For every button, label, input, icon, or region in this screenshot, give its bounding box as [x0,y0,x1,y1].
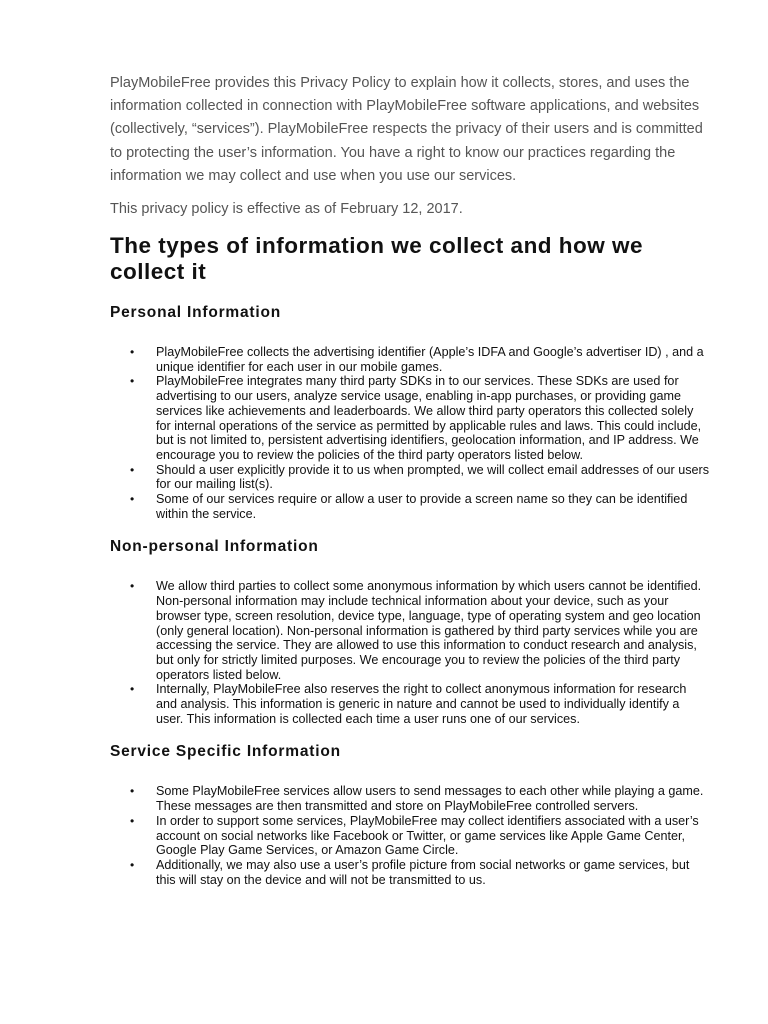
section-heading: Non-personal Information [110,538,319,556]
intro-paragraph: PlayMobileFree provides this Privacy Policy to explain how it collects, stores, and uses the information collected in connection with PlayMobileFree software applications, and websites (collectively, “services”). PlayMobileFree respects the privacy of their users and is committed to protecting the user’s information. You have a right to know our practices regarding the information we may collect and use when you use our services. [110,75,703,184]
list-item: • PlayMobileFree collects the advertising identifier (Apple’s IDFA and Google’s advertiser ID) , and a unique identifier for each user in our mobile games. [110,345,710,374]
document-page [110,72,710,903]
list-item: • PlayMobileFree integrates many third party SDKs in to our services. These SDKs are used for advertising to our users, analyze service usage, enabling in-app purchases, or providing game services like achievements and leaderboards. We allow third party operators this collected solely for internal operations of the service as permitted by applicable rules and laws. This could include, but is not limited to, persistent advertising identifiers, geolocation information, and IP address. We encourage you to review the policies of the third party operators listed below. [110,374,710,462]
section-personal-information [110,303,710,521]
list-item: • Some PlayMobileFree services allow users to send messages to each other while playing a game. These messages are then transmitted and store on PlayMobileFree controlled servers. [110,784,710,813]
list-item: • Some of our services require or allow a user to provide a screen name so they can be identified within the service. [110,492,710,521]
bullet-list [110,784,710,887]
section-heading: Service Specific Information [110,743,341,761]
list-item: • In order to support some services, PlayMobileFree may collect identifiers associated with a user’s account on social networks like Facebook or Twitter, or game services like Apple Game Center, Google Play Game Services, or Amazon Game Circle. [110,814,710,858]
section-heading: Personal Information [110,304,282,322]
list-item: • We allow third parties to collect some anonymous information by which users cannot be identified. Non-personal information may include technical information about your device, such as your browser type, screen resolution, device type, language, type of operating system and geo location (only general location). Non-personal information is gathered by third party services while you are accessing the service. They are allowed to use this information to conduct research and analysis, but only for strictly limited purposes. We encourage you to review the policies of the third party operators listed below. [110,579,710,682]
section-non-personal-information [110,537,710,726]
effective-date-paragraph: This privacy policy is effective as of February 12, 2017. [110,201,463,218]
bullet-list [110,345,710,521]
section-service-specific-information [110,742,710,887]
list-item: • Internally, PlayMobileFree also reserves the right to collect anonymous information for research and analysis. This information is generic in nature and cannot be used to individually identify a user. This information is collected each time a user runs one of our services. [110,682,710,726]
bullet-list [110,579,710,726]
list-item: • Additionally, we may also use a user’s profile picture from social networks or game services, but this will stay on the device and will not be transmitted to us. [110,858,710,887]
main-heading: The types of information we collect and how we collect it [110,233,644,285]
list-item: • Should a user explicitly provide it to us when prompted, we will collect email addresses of our users for our mailing list(s). [110,463,710,492]
